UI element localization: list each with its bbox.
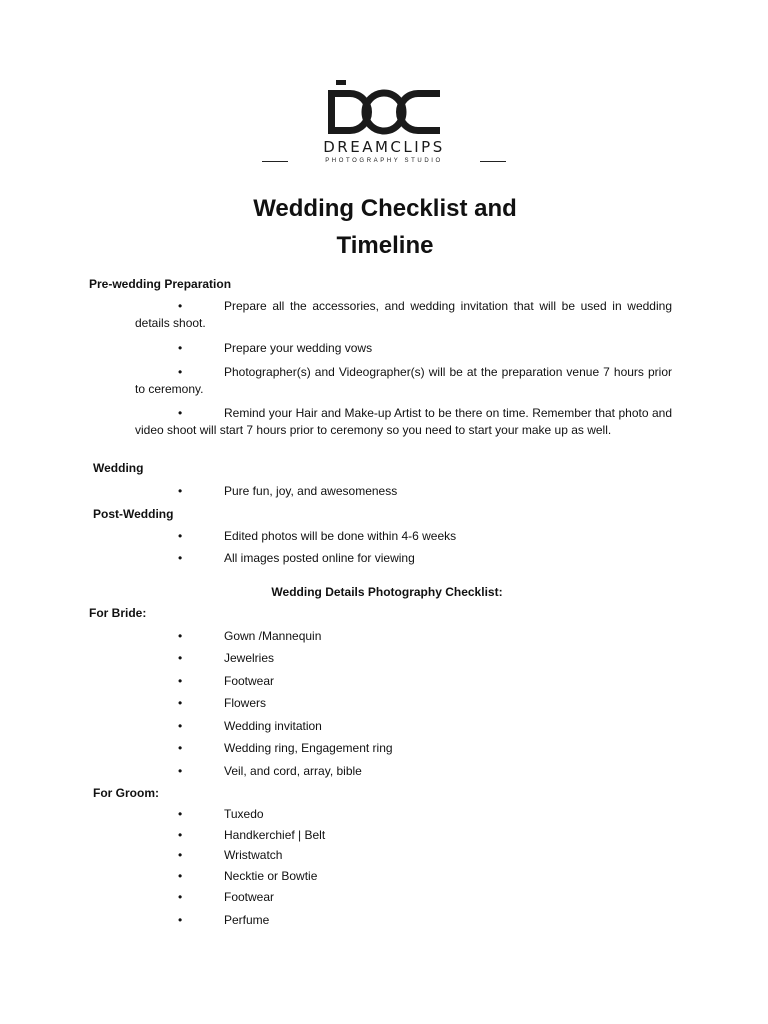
list-item: Footwear xyxy=(224,890,275,904)
list-item: Handkerchief | Belt xyxy=(224,828,326,842)
list-item: Footwear xyxy=(224,674,275,688)
item-text: Prepare all the accessories, and wedding invitation that will be used in wedding details shoot. xyxy=(135,299,672,330)
bullet: • xyxy=(178,341,183,355)
bullet: • xyxy=(178,807,183,821)
list-item: Necktie or Bowtie xyxy=(224,869,318,883)
camera-logo-icon xyxy=(324,78,444,136)
bullet: • xyxy=(178,674,183,688)
bullet: • xyxy=(178,651,183,665)
list-item xyxy=(135,405,672,438)
bullet: • xyxy=(178,913,183,927)
section-heading-groom: For Groom: xyxy=(93,786,159,800)
bullet: • xyxy=(178,299,183,313)
list-item: Prepare your wedding vows xyxy=(224,341,373,355)
title-line-1: Wedding Checklist and xyxy=(253,195,517,222)
dreamclips-logo xyxy=(262,78,506,166)
bullet: • xyxy=(178,551,183,565)
list-item xyxy=(135,364,672,397)
item-text: Photographer(s) and Videographer(s) will be at the preparation venue 7 hours prior to ceremony. xyxy=(135,365,672,396)
list-item: Perfume xyxy=(224,913,270,927)
brand-name: DREAMCLIPS xyxy=(323,138,445,156)
list-item: Jewelries xyxy=(224,651,275,665)
list-item: Veil, and cord, array, bible xyxy=(224,764,362,778)
tagline-row xyxy=(262,157,506,167)
bullet: • xyxy=(178,406,183,420)
bullet: • xyxy=(178,869,183,883)
list-item xyxy=(135,298,672,331)
bullet: • xyxy=(178,828,183,842)
title-line-2: Timeline xyxy=(336,232,434,259)
bullet: • xyxy=(178,719,183,733)
tagline-rule-left xyxy=(262,161,288,162)
section-heading-wedding: Wedding xyxy=(93,461,144,475)
bullet: • xyxy=(178,529,183,543)
list-item: Gown /Mannequin xyxy=(224,629,322,643)
item-text: Remind your Hair and Make-up Artist to be there on time. Remember that photo and video shoot will start 7 hours prior to ceremony so you need to start your make up as well. xyxy=(135,406,672,437)
list-item: Wristwatch xyxy=(224,848,283,862)
list-item: Wedding invitation xyxy=(224,719,322,733)
bullet: • xyxy=(178,764,183,778)
list-item: Wedding ring, Engagement ring xyxy=(224,741,393,755)
bullet: • xyxy=(178,890,183,904)
bullet: • xyxy=(178,696,183,710)
bullet: • xyxy=(178,741,183,755)
bullet: • xyxy=(178,365,183,379)
section-heading-pre-wedding: Pre-wedding Preparation xyxy=(89,277,232,291)
section-heading-details: Wedding Details Photography Checklist: xyxy=(271,585,503,599)
list-item: Flowers xyxy=(224,696,267,710)
bullet: • xyxy=(178,484,183,498)
list-item: Tuxedo xyxy=(224,807,264,821)
list-item: Edited photos will be done within 4-6 weeks xyxy=(224,529,457,543)
document-title xyxy=(200,190,570,264)
bullet: • xyxy=(178,848,183,862)
tagline-rule-right xyxy=(480,161,506,162)
bullet: • xyxy=(178,629,183,643)
brand-tagline: PHOTOGRAPHY STUDIO xyxy=(325,158,443,164)
section-heading-bride: For Bride: xyxy=(89,606,147,620)
list-item: Pure fun, joy, and awesomeness xyxy=(224,484,398,498)
section-heading-post-wedding: Post-Wedding xyxy=(93,507,174,521)
list-item: All images posted online for viewing xyxy=(224,551,415,565)
